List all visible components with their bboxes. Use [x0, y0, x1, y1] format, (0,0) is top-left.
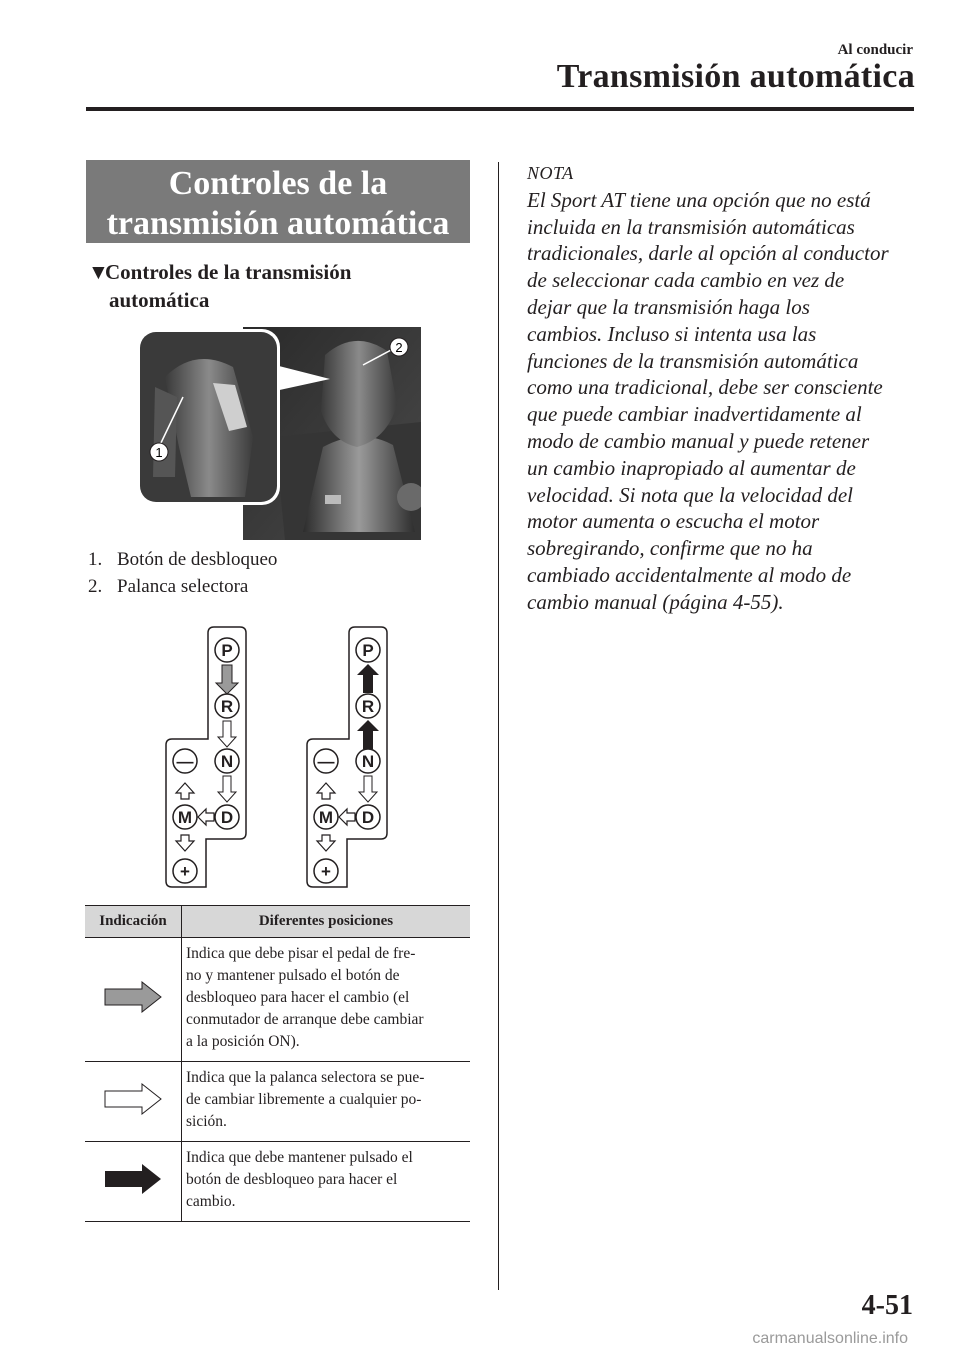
table-row: [85, 938, 470, 1062]
gear-p-right: P: [362, 641, 374, 660]
note-line: incluida en la transmisión automáticas: [527, 214, 855, 239]
selector-lever-photo: [135, 327, 421, 540]
gear-plus-left: +: [180, 862, 190, 881]
legend-text: Botón de desbloqueo: [117, 549, 278, 570]
shift-pattern-diagram: [160, 625, 396, 890]
gear-r-right: R: [361, 697, 375, 716]
note-line: que puede cambiar inadvertidamente al: [527, 402, 862, 427]
description-cell: [182, 1062, 471, 1142]
legend-item: [88, 546, 277, 573]
banner-line-2: transmisión automática: [106, 205, 450, 242]
description-line: no y mantener pulsado el botón de: [186, 967, 400, 984]
indication-cell: [85, 1142, 182, 1222]
description-line: botón de desbloqueo para hacer el: [186, 1171, 398, 1188]
white-arrow-icon: [104, 1083, 162, 1115]
banner-line-1: Controles de la: [168, 165, 388, 202]
table-header-row: [85, 906, 470, 938]
note-line: El Sport AT tiene una opción que no está: [527, 187, 871, 212]
legend-number: 2.: [88, 576, 103, 597]
watermark: carmanualsonline.info: [752, 1330, 908, 1347]
triangle-marker-icon: ▼: [88, 260, 109, 284]
indication-table: [85, 905, 470, 1222]
callout-number-1: 1: [155, 445, 163, 460]
note-line: cambios. Incluso si intenta usa las: [527, 321, 817, 346]
description-cell: [182, 1142, 471, 1222]
description-line: Indica que debe pisar el pedal de fre-: [186, 945, 416, 962]
gear-plus-right: +: [321, 862, 331, 881]
description-line: a la posición ON).: [186, 1033, 300, 1050]
header-title: Transmisión automática: [556, 58, 915, 95]
description-line: desbloqueo para hacer el cambio (el: [186, 989, 410, 1006]
note-line: sobregirando, confirme que no ha: [527, 536, 813, 561]
note-line: como una tradicional, debe ser consciente: [527, 375, 883, 400]
column-header-indication: Indicación: [85, 906, 182, 938]
column-divider: [498, 162, 499, 1290]
column-header-positions: Diferentes posiciones: [182, 906, 471, 938]
callout-number-2: 2: [395, 340, 403, 355]
note-label: NOTA: [527, 163, 574, 183]
description-line: de cambiar libremente a cualquier po-: [186, 1091, 422, 1108]
black-arrow-icon: [357, 720, 379, 749]
note-line: cambio manual (página 4-55).: [527, 589, 784, 614]
table-row: [85, 1142, 470, 1222]
subheading: [88, 258, 351, 314]
header-section: Al conducir: [837, 42, 913, 58]
section-banner: [86, 160, 470, 243]
note-line: modo de cambio manual y puede retener: [527, 428, 870, 453]
note-line: tradicionales, darle al opción al conductor: [527, 241, 889, 266]
gear-minus-left: —: [176, 752, 194, 771]
gear-n-right: N: [361, 752, 375, 771]
photo-legend: [88, 546, 277, 600]
note-line: cambiado accidentalmente al modo de: [527, 562, 852, 587]
note-line: dejar que la transmisión haga los: [527, 294, 810, 319]
note-line: de seleccionar cada cambio en vez de: [527, 268, 845, 293]
indication-cell: [85, 1062, 182, 1142]
legend-item: [88, 573, 277, 600]
white-arrow-icon: [218, 721, 236, 747]
gear-m-left: M: [177, 808, 193, 827]
gray-arrow-icon: [104, 981, 162, 1013]
black-arrow-icon: [104, 1163, 162, 1195]
note-line: velocidad. Si nota que la velocidad del: [527, 482, 853, 507]
description-line: cambio.: [186, 1193, 236, 1210]
white-arrow-icon: [218, 776, 236, 802]
gear-n-left: N: [220, 752, 234, 771]
note-line: un cambio inapropiado al aumentar de: [527, 455, 856, 480]
legend-text: Palanca selectora: [117, 576, 249, 597]
table-row: [85, 1062, 470, 1142]
gear-d-right: D: [361, 808, 375, 827]
description-line: conmutador de arranque debe cambiar: [186, 1011, 424, 1028]
subheading-line-1: Controles de la transmisión: [105, 260, 352, 284]
subheading-line-2: automática: [109, 288, 210, 312]
black-arrow-icon: [357, 664, 379, 693]
note-block: [527, 160, 927, 616]
indication-cell: [85, 938, 182, 1062]
legend-number: 1.: [88, 549, 103, 570]
gear-minus-right: —: [317, 752, 335, 771]
description-line: Indica que debe mantener pulsado el: [186, 1149, 413, 1166]
page-number: 4-51: [861, 1290, 913, 1321]
note-line: funciones de la transmisión automática: [527, 348, 859, 373]
gear-d-left: D: [220, 808, 234, 827]
gear-m-right: M: [318, 808, 334, 827]
gear-r-left: R: [220, 697, 234, 716]
description-line: sición.: [186, 1113, 227, 1130]
description-cell: [182, 938, 471, 1062]
gear-p-left: P: [221, 641, 233, 660]
description-line: Indica que la palanca selectora se pue-: [186, 1069, 425, 1086]
gray-arrow-icon: [216, 665, 238, 694]
header-rule: [86, 107, 914, 111]
console-button: [325, 495, 341, 504]
note-line: motor aumenta o escucha el motor: [527, 509, 820, 534]
white-arrow-icon: [359, 776, 377, 802]
